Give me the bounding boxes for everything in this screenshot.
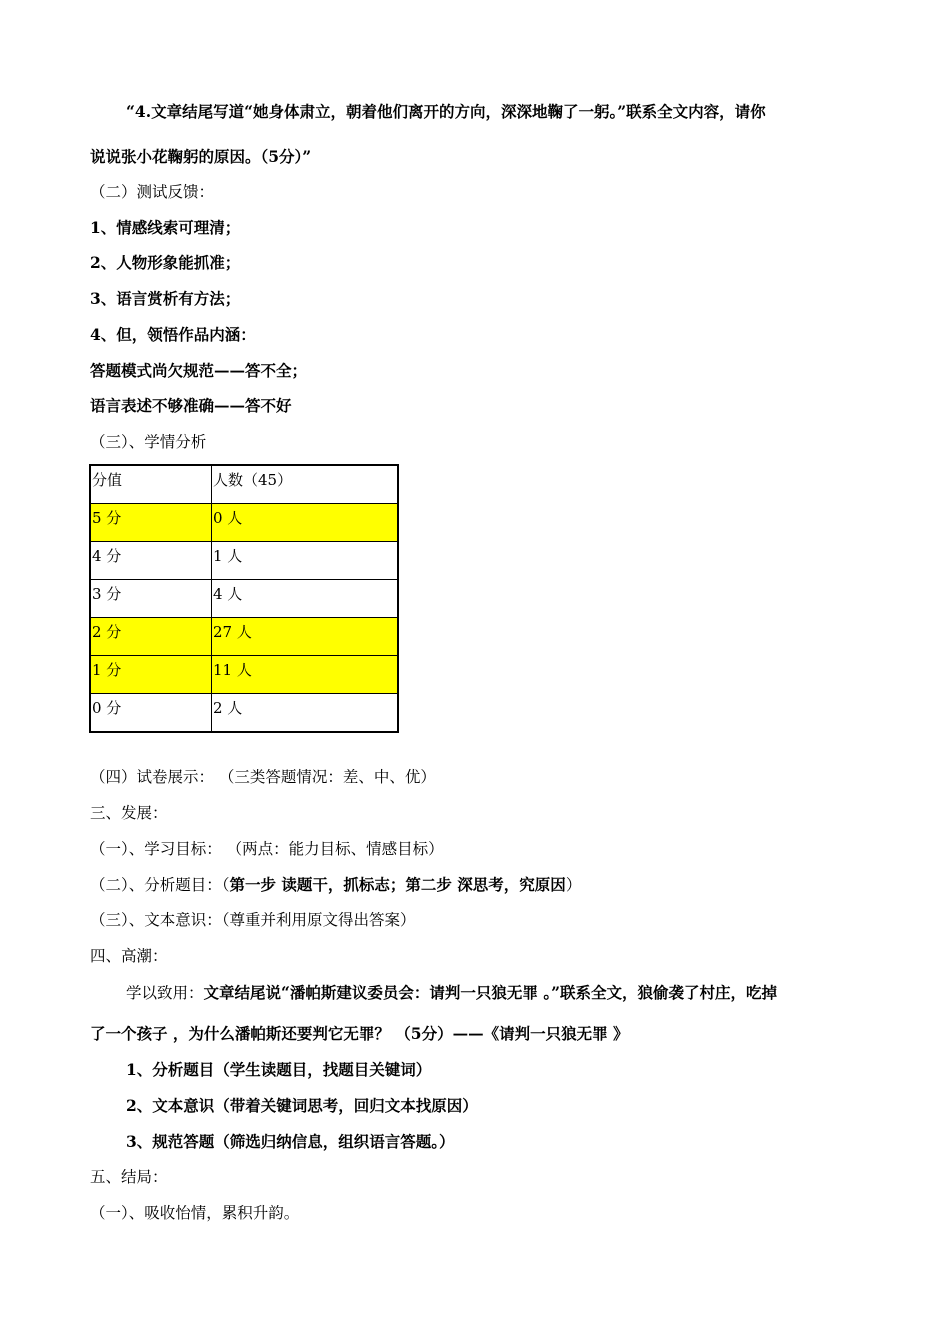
feedback-item-2: 2、人物形象能抓准； — [90, 253, 241, 272]
cell-score: 3 分 — [90, 580, 212, 618]
climax-apply-line1 — [126, 983, 777, 1003]
header-count: 人数（45） — [212, 465, 399, 504]
climax-step-2: 2、文本意识（带着关键词思考，回归文本找原因） — [126, 1096, 478, 1115]
development-question — [90, 875, 581, 895]
question4-line1: “4.文章结尾写道“她身体肃立，朝着他们离开的方向，深深地鞠了一躬。”联系全文内容，请你 — [126, 102, 766, 121]
table-row — [90, 504, 398, 542]
apply-prefix: 学以致用： — [126, 984, 204, 1002]
table-row — [90, 656, 398, 694]
cell-score: 4 分 — [90, 542, 212, 580]
feedback-heading: （二）测试反馈： — [90, 183, 215, 201]
cell-score: 0 分 — [90, 694, 212, 733]
feedback-item-3: 3、语言赏析有方法； — [90, 289, 241, 308]
feedback-item-6: 语言表述不够准确——答不好 — [90, 396, 292, 415]
cell-count: 2 人 — [212, 694, 399, 733]
cell-count: 0 人 — [212, 504, 399, 542]
table-header-row — [90, 465, 398, 504]
question-prefix: （二）、分析题目：（ — [90, 876, 230, 894]
cell-score: 5 分 — [90, 504, 212, 542]
cell-count: 4 人 — [212, 580, 399, 618]
table-row — [90, 580, 398, 618]
analysis-heading: （三）、学情分析 — [90, 433, 207, 451]
table-row — [90, 618, 398, 656]
score-table — [89, 464, 399, 733]
feedback-item-5: 答题模式尚欠规范——答不全； — [90, 361, 308, 380]
development-heading: 三、发展： — [90, 804, 168, 822]
feedback-item-4: 4、但，领悟作品内涵： — [90, 325, 256, 344]
question-suffix: ） — [565, 876, 582, 894]
ending-item-1: （一）、吸收怡情，累积升韵。 — [90, 1204, 300, 1222]
question4-line2: 说说张小花鞠躬的原因。（5分）” — [90, 147, 312, 166]
cell-count: 1 人 — [212, 542, 399, 580]
climax-step-1: 1、分析题目（学生读题目，找题目关键词） — [126, 1060, 432, 1079]
feedback-item-1: 1、情感线索可理清； — [90, 218, 241, 237]
climax-heading: 四、高潮： — [90, 947, 168, 965]
question-steps: 第一步 读题干，抓标志；第二步 深思考，究原因 — [229, 875, 566, 894]
display-line: （四）试卷展示： （三类答题情况：差、中、优） — [90, 768, 436, 786]
cell-score: 2 分 — [90, 618, 212, 656]
climax-apply-line2: 了一个孩子 ，为什么潘帕斯还要判它无罪？ （5分）——《请判一只狼无罪 》 — [90, 1024, 629, 1043]
cell-count: 27 人 — [212, 618, 399, 656]
cell-count: 11 人 — [212, 656, 399, 694]
development-goal: （一）、学习目标： （两点：能力目标、情感目标） — [90, 840, 444, 858]
header-score: 分值 — [90, 465, 212, 504]
climax-step-3: 3、规范答题（筛选归纳信息，组织语言答题。） — [126, 1132, 455, 1151]
table-row — [90, 542, 398, 580]
table-row — [90, 694, 398, 733]
ending-heading: 五、结局： — [90, 1168, 168, 1186]
cell-score: 1 分 — [90, 656, 212, 694]
apply-text: 文章结尾说“潘帕斯建议委员会：请判一只狼无罪 。”联系全文，狼偷袭了村庄，吃掉 — [203, 983, 777, 1002]
development-text: （三）、文本意识：（尊重并利用原文得出答案） — [90, 911, 416, 929]
